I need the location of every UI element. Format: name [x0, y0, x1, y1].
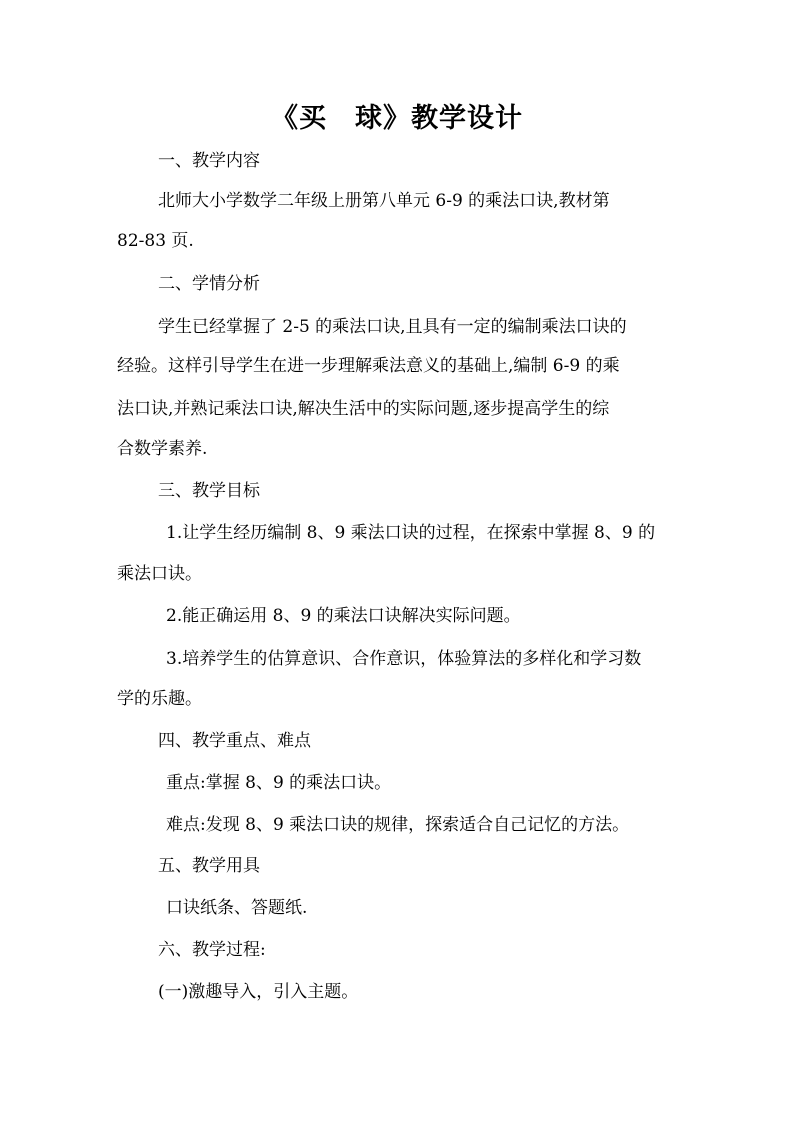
paragraph-line: 北师大小学数学二年级上册第八单元 6-9 的乘法口诀,教材第 [158, 191, 610, 211]
goal-item-continuation: 乘法口诀。 [117, 564, 202, 584]
paragraph-line: 82-83 页. [117, 231, 194, 251]
section-heading-tools: 五、教学用具 [158, 856, 260, 876]
document-title: 《买 球》教学设计 [271, 103, 523, 134]
paragraph-line: 法口诀,并熟记乘法口诀,解决生活中的实际问题,逐步提高学生的综 [117, 399, 610, 419]
goal-item-continuation: 学的乐趣。 [117, 689, 202, 709]
section-heading-content: 一、教学内容 [158, 151, 260, 171]
goal-item: 2.能正确运用 8、9 的乘法口诀解决实际问题。 [166, 606, 521, 626]
section-heading-process: 六、教学过程: [158, 940, 266, 960]
tools-text: 口诀纸条、答题纸. [166, 898, 308, 918]
section-heading-keypoints: 四、教学重点、难点 [158, 731, 311, 751]
section-heading-analysis: 二、学情分析 [158, 274, 260, 294]
section-heading-goals: 三、教学目标 [158, 481, 260, 501]
goal-item: 1.让学生经历编制 8、9 乘法口诀的过程，在探索中掌握 8、9 的 [166, 523, 656, 543]
difficult-point: 难点:发现 8、9 乘法口诀的规律，探索适合自己记忆的方法。 [166, 815, 630, 835]
paragraph-line: 学生已经掌握了 2-5 的乘法口诀,且具有一定的编制乘法口诀的 [158, 317, 627, 337]
process-step: (一)激趣导入，引入主题。 [158, 982, 359, 1002]
goal-item: 3.培养学生的估算意识、合作意识，体验算法的多样化和学习数 [166, 649, 642, 669]
paragraph-line: 合数学素养. [117, 439, 208, 459]
paragraph-line: 经验。这样引导学生在进一步理解乘法意义的基础上,编制 6-9 的乘 [117, 356, 620, 376]
key-point: 重点:掌握 8、9 的乘法口诀。 [166, 773, 392, 793]
